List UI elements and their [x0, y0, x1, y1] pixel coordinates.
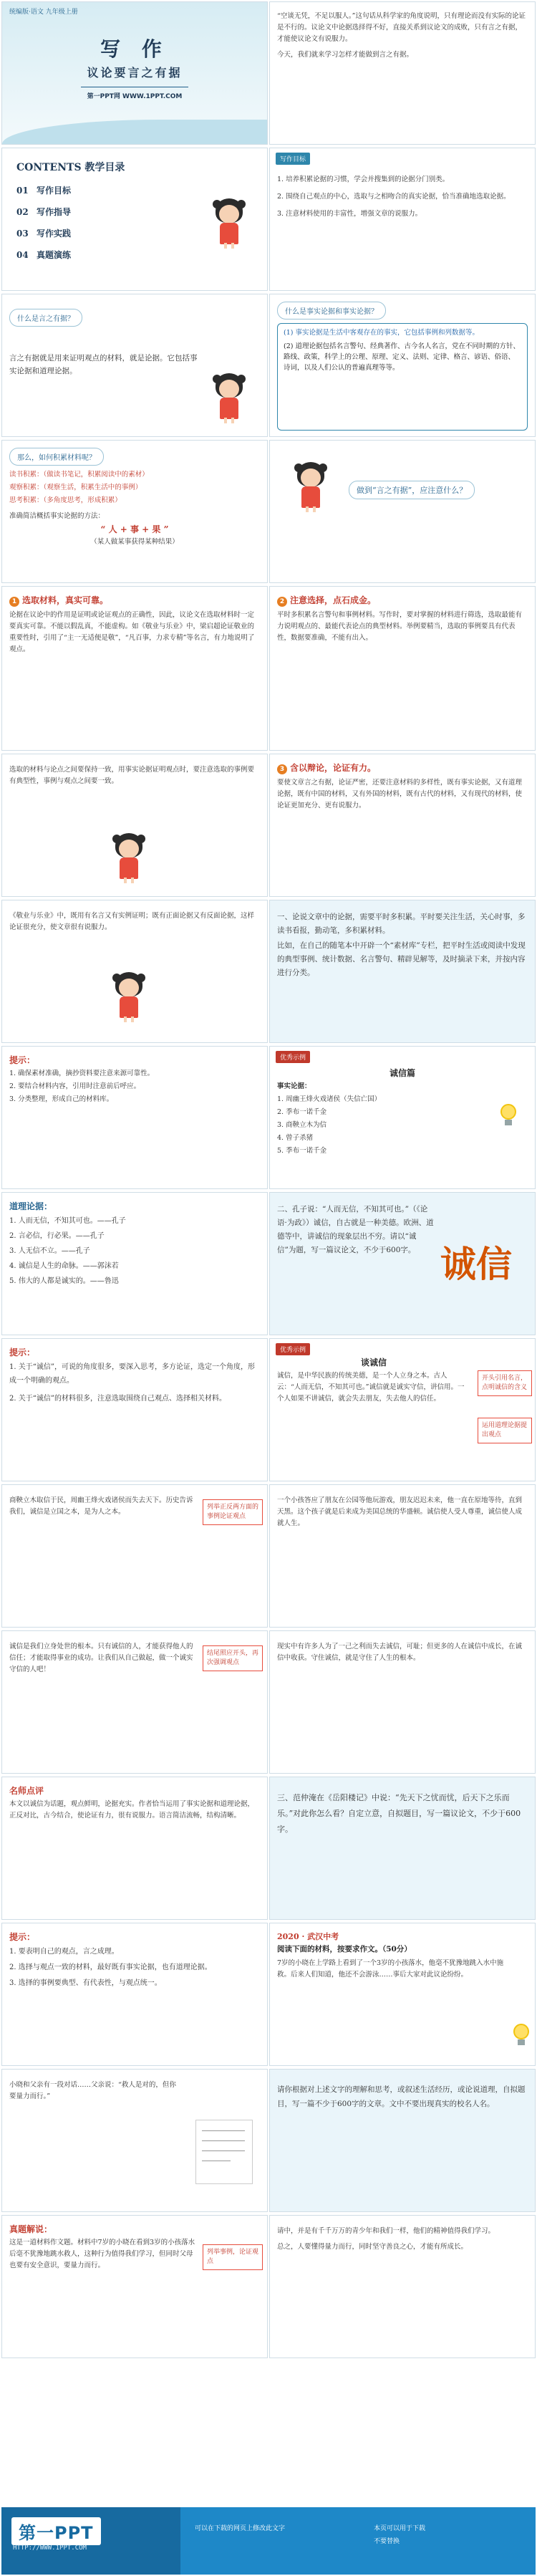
last-right-slide [269, 2215, 536, 2358]
review-text: 本文以诚信为话题，观点鲜明，论据充实。作者恰当运用了事实论据和道理论据，正反对比，古今结合，使论证有力，很有说服力。语言简洁流畅，结构清晰。 [9, 1800, 255, 1820]
essay2-note: 列举正反两方面的事例论证观点 [203, 1499, 263, 1525]
formula-note: （某人做某事获得某种结果） [90, 538, 179, 546]
formula: “ 人 + 事 + 果 ” [100, 524, 169, 534]
tips3-heading: 提示： [9, 1932, 36, 1942]
how-item: 思考积累：（多角度思考，形成积累） [9, 496, 122, 504]
types-point-1: (1) 事实论据是生活中客观存在的事实，它包括事例和列数据等。 [284, 329, 479, 337]
goals-tag: 写作目标 [276, 153, 310, 165]
exam-year: 2020 · 武汉中考 [277, 1932, 339, 1941]
girl-illustration [210, 373, 248, 423]
quote-item: 5. 伟大的人都是诚实的。——鲁迅 [9, 1277, 119, 1285]
tip-item: 3. 选择的事例要典型、有代表性，与观点统一。 [9, 1979, 162, 1987]
essay5-slide [269, 1630, 536, 1774]
girl-illustration [210, 198, 248, 249]
quote-item: 2. 言必信，行必果。——孔子 [9, 1232, 105, 1240]
point4-heading: 3 含以辩论，论证有力。 [277, 761, 376, 774]
sample1-slide [269, 1046, 536, 1189]
lightbulb-icon [499, 1104, 518, 1127]
tip-item: 1. 要表明自己的观点，言之成理。 [9, 1948, 119, 1956]
cover-slide [1, 1, 268, 145]
exam2-slide [1, 2069, 268, 2212]
sample1-point: 2. 季布一诺千金 [277, 1108, 327, 1116]
task3-text: 三、范仲淹在《岳阳楼记》中说：“先天下之忧而忧，后天下之乐而乐。”对此你怎么看？自定立意，自拟题目，写一篇议论文，不少于600字。 [277, 1793, 521, 1834]
blank-area [1, 2361, 536, 2504]
sample1-point: 事实论据： [277, 1082, 311, 1090]
writing-paper-illustration [195, 2120, 253, 2184]
quotes-list [9, 1214, 260, 1289]
tip-item: 1. 确保素材准确，摘抄资料要注意来源可靠性。 [9, 1070, 155, 1077]
point5-slide [1, 900, 268, 1043]
types-question: 什么是事实论据和事实论据？ [277, 302, 386, 319]
tips1-list [9, 1068, 260, 1107]
attention-slide [269, 440, 536, 583]
exam-req-slide [269, 2069, 536, 2212]
essay2-slide [1, 1484, 268, 1628]
how-slide [1, 440, 268, 583]
quotes-heading: 道理论据： [9, 1201, 53, 1211]
tips3-list [9, 1945, 260, 1992]
quotes-slide [1, 1192, 268, 1335]
contents-heading: CONTENTS 教学目录 [16, 162, 125, 173]
tip-item: 1. 关于“诚信”，可说的角度很多，要深入思考，多方论证，选定一个角度，形成一个明确的观点。 [9, 1363, 255, 1385]
point1-heading: 1 选取材料，真实可靠。 [9, 594, 108, 607]
intro-line-2: 今天，我们就来学习怎样才能做到言之有据。 [277, 51, 414, 59]
sample1-list [277, 1081, 478, 1158]
quote-item: 3. 人无信不立。——孔子 [9, 1247, 90, 1255]
exam-req-text: 请你根据对上述文字的理解和思考，或叙述生活经历，或论说道理，自拟题目，写一篇不少于600字的文章。文中不要出现真实的校名人名。 [277, 2085, 526, 2108]
contents-item[interactable]: 04 真题演练 [16, 250, 72, 260]
ppt-logo[interactable]: 第一PPT [11, 2517, 101, 2545]
point2-heading: 2 注意选择，点石成金。 [277, 594, 376, 607]
tip-item: 2. 要结合材料内容，引用时注意前后呼应。 [9, 1082, 141, 1090]
goal-item: 3. 注意材料使用的丰富性，增强文章的说服力。 [277, 210, 422, 218]
contents-item[interactable]: 03 写作实践 [16, 229, 72, 239]
point4-text: 要使文章言之有据，论证严密，还要注意材料的多样性，既有事实论据，又有道理论据，既有中国的材料，又有外国的材料，既有古代的材料，又有现代的材料，使论证更加充分、更有说服力。 [277, 779, 523, 809]
goal-item: 1. 培养积累论据的习惯，学会并搜集到的论据分门别类。 [277, 176, 450, 183]
sample1-point: 4. 曾子杀猪 [277, 1134, 314, 1142]
essay1-title: 谈诚信 [360, 1357, 387, 1368]
review-slide [1, 1777, 268, 1920]
essay1-slide [269, 1338, 536, 1481]
analysis-heading: 真题解说： [9, 2224, 53, 2234]
tips3-slide [1, 1923, 268, 2066]
essay4-slide [1, 1630, 268, 1774]
essay1-tag: 优秀示例 [276, 1343, 310, 1355]
point2-text: 平时多积累名言警句和事例材料。写作时，要对掌握的材料进行筛选，选取最能有力说明观点的、最能代表论点的典型材料。举例要精当，选取的事例要具有代表性，数据要准确，不能有出入。 [277, 611, 523, 642]
girl-illustration [110, 833, 148, 883]
lightbulb-icon [512, 2024, 531, 2047]
sample1-title: 诚信篇 [389, 1068, 415, 1078]
goals-slide [269, 148, 536, 291]
footer-left-note: 可以在下载的网页上修改此文字 [195, 2525, 286, 2532]
analysis-note: 列举事例，论证观点 [203, 2244, 263, 2270]
integrity-art: 诚信 [440, 1244, 512, 1285]
cover-title: 写 作 [100, 37, 169, 61]
what-question: 什么是言之有据？ [9, 309, 82, 327]
intro-line-1: “空谈无凭，不足以服人。”这句话从科学家的角度说明，只有理论而没有实际的论证是不行的。议论文中论据选择得不好，直接关系到议论文的成败，只有言之有据，才能使议论文有说服力。 [277, 12, 526, 43]
essay3-slide [269, 1484, 536, 1628]
tip-item: 3. 分类整理，形成自己的材料库。 [9, 1095, 114, 1103]
contents-item[interactable]: 01 写作目标 [16, 186, 72, 196]
sample1-point: 1. 周幽王烽火戏诸侯（失信亡国） [277, 1095, 382, 1103]
what-answer: 言之有据就是用来证明观点的材料，就是论据。它包括事实论据和道理论据。 [9, 354, 198, 375]
last-right-text [277, 2226, 528, 2254]
point5-text: 《敬业与乐业》中，既用有名言又有实例证明；既有正面论据又有反面论据，这样论证很充分，使文章很有说服力。 [9, 912, 255, 931]
tips1-slide [1, 1046, 268, 1189]
essay4-note: 结尾照应开头，再次强调观点 [203, 1645, 263, 1671]
what-slide [1, 294, 268, 437]
types-point-2: (2) 道理论据包括名言警句、经典著作、古今名人名言，党在不同时期的方针、路线、政策，科学上的公理、原理、定义、法则、定律、格言、谚语、俗语、诗词，以及人们公认的普遍真理等等。 [284, 342, 520, 372]
method-title: 准确简洁概括事实论据的方法： [9, 512, 105, 520]
sample1-tag: 优秀示例 [276, 1051, 310, 1063]
essay1-note: 开头引用名言，点明诚信的含义 [478, 1370, 532, 1396]
tips2-list [9, 1360, 260, 1407]
essay4-text: 诚信是我们立身处世的根本。只有诚信的人，才能获得他人的信任；才能取得事业的成功。让我们从自己做起，做一个诚实守信的人吧！ [9, 1643, 193, 1673]
practice1-text [277, 910, 528, 981]
essay3-text: 一个小孩答应了朋友在公园等他玩游戏，朋友迟迟未来，他一直在原地等待，直到天黑。这个孩子就是后来成为美国总统的华盛顿。诚信使人受人尊重，诚信使人成就人生。 [277, 1496, 523, 1527]
contents-item[interactable]: 02 写作指导 [16, 207, 72, 217]
exam-slide [269, 1923, 536, 2066]
practice1-item: 比如，在自己的随笔本中开辟一个“素材库”专栏，把平时生活或阅读中发现的典型事例、统计数据、名言警句、精辟见解等，及时摘录下来，并按内容进行分类。 [277, 941, 526, 977]
essay2-text: 商鞅立木取信于民，周幽王烽火戏诸侯而失去天下。历史告诉我们，诚信是立国之本，是为人之本。 [9, 1496, 193, 1516]
footer-right-note: 本页可以用于下载 [374, 2525, 426, 2532]
footer-logo [1, 2507, 180, 2575]
review-heading: 名师点评 [9, 1786, 44, 1796]
essay1-text: 诚信，是中华民族的传统美德，是一个人立身之本。古人云：“人而无信，不知其可也。”诚信就是诚实守信，讲信用。一个人如果不讲诚信，就会失去朋友，失去他人的信任。 [277, 1372, 465, 1403]
edition-label: 统编版·语文 九年级上册 [9, 9, 78, 16]
how-question: 那么，如何积累材料呢？ [9, 448, 104, 466]
footer-banner [1, 2507, 536, 2575]
types-slide [269, 294, 536, 437]
point1-slide [1, 586, 268, 751]
task2-slide [269, 1192, 536, 1335]
essay1-note: 运用道理论据提出观点 [478, 1418, 532, 1443]
sample1-point: 3. 商鞅立木为信 [277, 1121, 327, 1129]
tips2-slide [1, 1338, 268, 1481]
tip-item: 2. 关于“诚信”的材料很多，注意选取围绕自己观点、选择相关材料。 [9, 1395, 226, 1403]
point3-text: 选取的材料与论点之间要保持一致，用事实论据证明观点时，要注意选取的事例要有典型性，事例与观点之间要一致。 [9, 766, 255, 785]
task2-text: 二、孔子说：“人而无信，不知其可也。”（《论语·为政》）诚信，自古就是一种美德。欧洲、道德等中，讲诚信的现象层出不穷。请以“诚信”为题，写一篇议论文，不少于600字。 [277, 1205, 434, 1254]
quote-item: 4. 诚信是人生的命脉。——郭沫若 [9, 1262, 119, 1270]
essay5-text: 现实中有许多人为了一己之利而失去诚信，可耻；但更多的人在诚信中成长，在诚信中收获。守住诚信，就是守住了人生的根本。 [277, 1643, 523, 1662]
goals-list [277, 174, 528, 221]
intro-text [277, 11, 528, 62]
how-list [9, 469, 260, 549]
how-item: 观察积累：（观察生活，积累生活中的事例） [9, 484, 142, 491]
contents-slide [1, 148, 268, 291]
point1-text: 论据在议论中的作用是证明或论证观点的正确性，因此，议论文在选取材料时一定要真实可靠。不能以假乱真，不能虚构。如《敬业与乐业》中，梁启超论证敬业的重要性时，引用了“主一无适便是敬”，“凡百事，力求专精”等名言，有力地说明了观点。 [9, 611, 255, 653]
point2-slide [269, 586, 536, 751]
girl-illustration [291, 462, 330, 512]
tips1-heading: 提示： [9, 1055, 36, 1065]
point3-slide [1, 754, 268, 897]
last-right-line: 请中，并是有千千万万的青少年和我们一样，他们的精神值得我们学习。 [277, 2227, 495, 2235]
point4-slide [269, 754, 536, 897]
types-box [277, 323, 528, 431]
exam-analysis-slide [1, 2215, 268, 2358]
exam-text: 7岁的小晓在上学路上看到了一个3岁的小孩落水，他毫不犹豫地跳入水中施救。后来人们知道，他还不会游泳……事后大家对此议论纷纷。 [277, 1959, 504, 1979]
cover-subtitle: 议论要言之有据 [87, 66, 183, 80]
exam2-text: 小晓和父亲有一段对话……父亲说：“救人是对的，但你要量力而行。” [9, 2081, 176, 2100]
quote-item: 1. 人而无信，不知其可也。——孔子 [9, 1217, 126, 1225]
tip-item: 2. 选择与观点一致的材料，最好既有事实论据，也有道理论据。 [9, 1964, 212, 1971]
footer-right-note-2: 不要替换 [374, 2538, 400, 2545]
how-item: 读书积累：（做读书笔记，积累阅读中的素材） [9, 471, 149, 479]
last-right-line: 总之，人要懂得量力而行，同时坚守善良之心，才能有所成长。 [277, 2243, 468, 2251]
sample1-point: 5. 季布一诺千金 [277, 1147, 327, 1155]
practice1-item: 一、论说文章中的论据，需要平时多积累。平时要关注生活，关心时事，多读书看报，勤动笔，多积累材料。 [277, 913, 526, 935]
site-label: 第一PPT网 WWW.1PPT.COM [87, 93, 183, 100]
practice1-slide [269, 900, 536, 1043]
intro-slide [269, 1, 536, 145]
girl-illustration [110, 972, 148, 1022]
task3-slide [269, 1777, 536, 1920]
ppt-url[interactable]: HTTP://WWW.1PPT.COM [13, 2544, 87, 2552]
tips2-heading: 提示： [9, 1347, 36, 1357]
exam-instruction: 阅读下面的材料，按要求作文。（50分） [277, 1945, 412, 1953]
attention-question: 做到“言之有据”，应注意什么？ [349, 481, 475, 499]
goal-item: 2. 围绕自己观点的中心，选取与之相吻合的真实论据，恰当准确地选取论据。 [277, 193, 511, 201]
analysis-text: 这是一道材料作文题。材料中7岁的小晓在看到3岁的小孩落水后毫不犹豫地跳水救人，这种行为值得我们学习，但同时父母也要有安全意识，要量力而行。 [9, 2239, 195, 2269]
